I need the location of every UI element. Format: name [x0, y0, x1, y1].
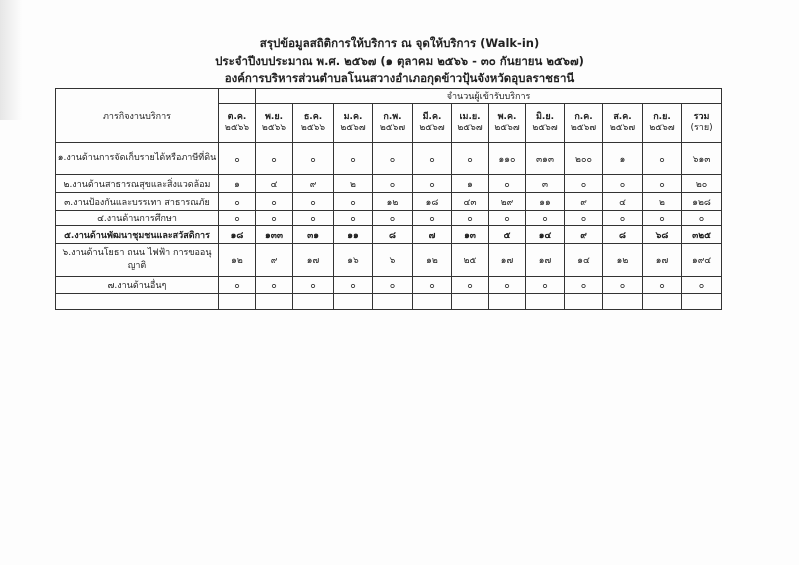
mission-label: ๗.งานด้านอื่นๆ — [56, 277, 219, 294]
count-cell: ๓ — [526, 175, 565, 193]
count-cell: ๒๐๐ — [565, 143, 603, 175]
count-cell: ๑๗ — [643, 244, 682, 277]
count-cell: ๐ — [643, 143, 682, 175]
month-year: ๒๕๖๗ — [609, 123, 636, 133]
count-cell: ๐ — [565, 175, 603, 193]
count-cell: ๑ — [603, 143, 643, 175]
count-cell: ๙ — [565, 226, 603, 244]
count-cell: ๐ — [565, 277, 603, 294]
count-cell: ๐ — [256, 277, 293, 294]
empty-cell — [413, 294, 452, 310]
month-header-8 — [489, 104, 526, 143]
count-cell: ๐ — [373, 211, 413, 226]
mission-label: ๒.งานด้านสาธารณสุขและสิ่งแวดล้อม — [56, 175, 219, 193]
month-header-13 — [682, 104, 722, 143]
table-row — [56, 226, 722, 244]
count-cell: ๐ — [219, 277, 256, 294]
count-cell: ๙ — [565, 193, 603, 211]
count-cell: ๒๕ — [452, 244, 489, 277]
month-name: รวม — [693, 112, 710, 122]
count-cell: ๑๑๐ — [489, 143, 526, 175]
count-cell: ๑๗ — [489, 244, 526, 277]
count-cell: ๑๔ — [526, 226, 565, 244]
count-cell: ๐ — [373, 143, 413, 175]
count-cell: ๐ — [334, 143, 373, 175]
count-cell: ๗ — [413, 226, 452, 244]
month-year: ๒๕๖๗ — [532, 123, 558, 133]
month-header-11 — [603, 104, 643, 143]
total-cell: ๒๐ — [682, 175, 722, 193]
empty-cell — [526, 294, 565, 310]
count-cell: ๖ — [373, 244, 413, 277]
empty-cell — [643, 294, 682, 310]
empty-cell — [56, 294, 219, 310]
count-cell: ๐ — [293, 143, 334, 175]
count-cell: ๖๘ — [643, 226, 682, 244]
mission-label: ๔.งานด้านการศึกษา — [56, 211, 219, 226]
count-cell: ๑๒ — [603, 244, 643, 277]
empty-cell — [219, 294, 256, 310]
count-cell: ๐ — [603, 211, 643, 226]
count-cell: ๐ — [219, 143, 256, 175]
count-cell: ๑ — [219, 175, 256, 193]
count-cell: ๑๑ — [334, 226, 373, 244]
month-name: ต.ค. — [227, 112, 247, 122]
count-cell: ๔๓ — [452, 193, 489, 211]
count-cell: ๔ — [603, 193, 643, 211]
count-cell: ๐ — [452, 211, 489, 226]
month-name: มี.ค. — [422, 112, 442, 122]
total-cell: ๐ — [682, 211, 722, 226]
month-name: ก.พ. — [383, 112, 402, 122]
organization-name: องค์การบริหารส่วนตำบลโนนสวางอำเภอกุดข้าวปุ้นจังหวัดอุบลราชธานี — [224, 71, 575, 85]
empty-cell — [256, 294, 293, 310]
empty-cell — [489, 294, 526, 310]
count-cell: ๐ — [565, 211, 603, 226]
month-year: ๒๕๖๗ — [419, 123, 445, 133]
count-cell: ๐ — [334, 193, 373, 211]
month-header-1 — [219, 104, 256, 143]
table-row — [56, 211, 722, 226]
count-cell: ๐ — [256, 211, 293, 226]
month-name: ส.ค. — [613, 112, 632, 122]
month-name: ก.ค. — [574, 112, 593, 122]
count-cell: ๐ — [413, 211, 452, 226]
month-year: ๒๕๖๗ — [340, 123, 366, 133]
count-cell: ๐ — [452, 143, 489, 175]
count-cell: ๒ — [334, 175, 373, 193]
month-year: ๒๕๖๖ — [261, 123, 287, 133]
month-year: ๒๕๖๖ — [224, 123, 250, 133]
count-cell: ๑๓๓ — [256, 226, 293, 244]
count-cell: ๐ — [643, 211, 682, 226]
count-cell: ๐ — [293, 277, 334, 294]
mission-label: ๓.งานป้องกันและบรรเทา สาธารณภัย — [56, 193, 219, 211]
month-header-6 — [413, 104, 452, 143]
count-cell: ๑๘ — [413, 193, 452, 211]
count-cell: ๑๓ — [452, 226, 489, 244]
count-cell: ๓๑๓ — [526, 143, 565, 175]
empty-cell — [373, 294, 413, 310]
total-cell: ๑๒๘ — [682, 193, 722, 211]
count-cell: ๐ — [413, 175, 452, 193]
total-cell: ๑๙๔ — [682, 244, 722, 277]
service-statistics-table — [55, 88, 722, 310]
report-subtitle: ประจำปีงบประมาณ พ.ศ. ๒๕๖๗ (๑ ตุลาคม ๒๕๖๖ - ๓๐ กันยายน ๒๕๖๗) — [215, 54, 584, 68]
count-cell: ๒ — [643, 193, 682, 211]
empty-cell — [682, 294, 722, 310]
month-year: ๒๕๖๗ — [649, 123, 675, 133]
count-cell: ๐ — [334, 277, 373, 294]
month-year: ๒๕๖๗ — [457, 123, 483, 133]
mission-label: ๑.งานด้านการจัดเก็บรายได้หรือภาษีที่ดิน — [56, 143, 219, 175]
count-cell: ๙ — [256, 244, 293, 277]
month-header-9 — [526, 104, 565, 143]
count-cell: ๐ — [603, 175, 643, 193]
mission-label: ๕.งานด้านพัฒนาชุมชนและสวัสดิการ — [56, 226, 219, 244]
count-cell: ๙ — [293, 175, 334, 193]
count-cell: ๐ — [643, 175, 682, 193]
count-cell: ๑๑ — [526, 193, 565, 211]
count-cell: ๑๘ — [219, 226, 256, 244]
month-name: เม.ย. — [459, 112, 481, 122]
report-title: สรุปข้อมูลสถิติการให้บริการ ณ จุดให้บริการ (Walk-in) — [259, 36, 540, 50]
month-header-2 — [256, 104, 293, 143]
empty-row — [56, 294, 722, 310]
empty-cell — [452, 294, 489, 310]
count-cell: ๐ — [293, 193, 334, 211]
month-header-3 — [293, 104, 334, 143]
table-row — [56, 277, 722, 294]
month-header-12 — [643, 104, 682, 143]
count-cell: ๐ — [256, 143, 293, 175]
month-header-4 — [334, 104, 373, 143]
table-body — [56, 143, 722, 310]
table-row — [56, 175, 722, 193]
count-cell: ๐ — [603, 277, 643, 294]
month-header-10 — [565, 104, 603, 143]
empty-cell — [293, 294, 334, 310]
count-cell: ๑๒ — [373, 193, 413, 211]
mission-label: ๖.งานด้านโยธา ถนน ไฟฟ้า การขออนุญาติ — [56, 244, 219, 277]
month-year: (ราย) — [690, 123, 713, 133]
count-cell: ๑๔ — [565, 244, 603, 277]
empty-cell — [603, 294, 643, 310]
month-name: ก.ย. — [653, 112, 671, 122]
count-cell: ๑๗ — [526, 244, 565, 277]
mission-header: ภารกิจงานบริการ — [56, 89, 219, 143]
count-cell: ๑๖ — [334, 244, 373, 277]
count-cell: ๐ — [256, 193, 293, 211]
month-name: ม.ค. — [343, 112, 363, 122]
empty-cell — [565, 294, 603, 310]
month-year: ๒๕๖๗ — [494, 123, 520, 133]
total-cell: ๓๒๕ — [682, 226, 722, 244]
count-cell: ๐ — [526, 211, 565, 226]
count-cell: ๑ — [452, 175, 489, 193]
count-cell: ๐ — [413, 143, 452, 175]
count-cell: ๕ — [489, 226, 526, 244]
count-cell: ๐ — [489, 175, 526, 193]
month-header-5 — [373, 104, 413, 143]
total-cell: ๖๑๓ — [682, 143, 722, 175]
count-cell: ๑๒ — [413, 244, 452, 277]
count-cell: ๐ — [219, 193, 256, 211]
count-cell: ๓๑ — [293, 226, 334, 244]
count-cell: ๐ — [489, 277, 526, 294]
count-cell: ๐ — [489, 211, 526, 226]
count-cell: ๒๙ — [489, 193, 526, 211]
month-name: พ.ย. — [264, 112, 284, 122]
month-name: มิ.ย. — [535, 112, 555, 122]
count-cell: ๔ — [256, 175, 293, 193]
count-cell: ๐ — [373, 175, 413, 193]
count-cell: ๐ — [452, 277, 489, 294]
count-cell: ๑๗ — [293, 244, 334, 277]
count-cell: ๐ — [293, 211, 334, 226]
month-name: ธ.ค. — [303, 112, 323, 122]
table-row — [56, 244, 722, 277]
month-year: ๒๕๖๖ — [300, 123, 326, 133]
count-cell: ๑๒ — [219, 244, 256, 277]
month-year: ๒๕๖๗ — [570, 123, 597, 133]
table-row — [56, 143, 722, 175]
count-cell: ๘ — [603, 226, 643, 244]
month-name: พ.ค. — [497, 112, 517, 122]
count-cell: ๐ — [526, 277, 565, 294]
month-header-7 — [452, 104, 489, 143]
count-cell: ๐ — [219, 211, 256, 226]
empty-cell — [334, 294, 373, 310]
table-row — [56, 193, 722, 211]
count-cell: ๐ — [373, 277, 413, 294]
count-cell: ๐ — [334, 211, 373, 226]
count-cell: ๘ — [373, 226, 413, 244]
total-cell: ๐ — [682, 277, 722, 294]
count-cell: ๐ — [643, 277, 682, 294]
service-count-header: จำนวนผู้เข้ารับบริการ — [256, 89, 722, 104]
month-year: ๒๕๖๗ — [379, 123, 406, 133]
count-cell: ๐ — [413, 277, 452, 294]
